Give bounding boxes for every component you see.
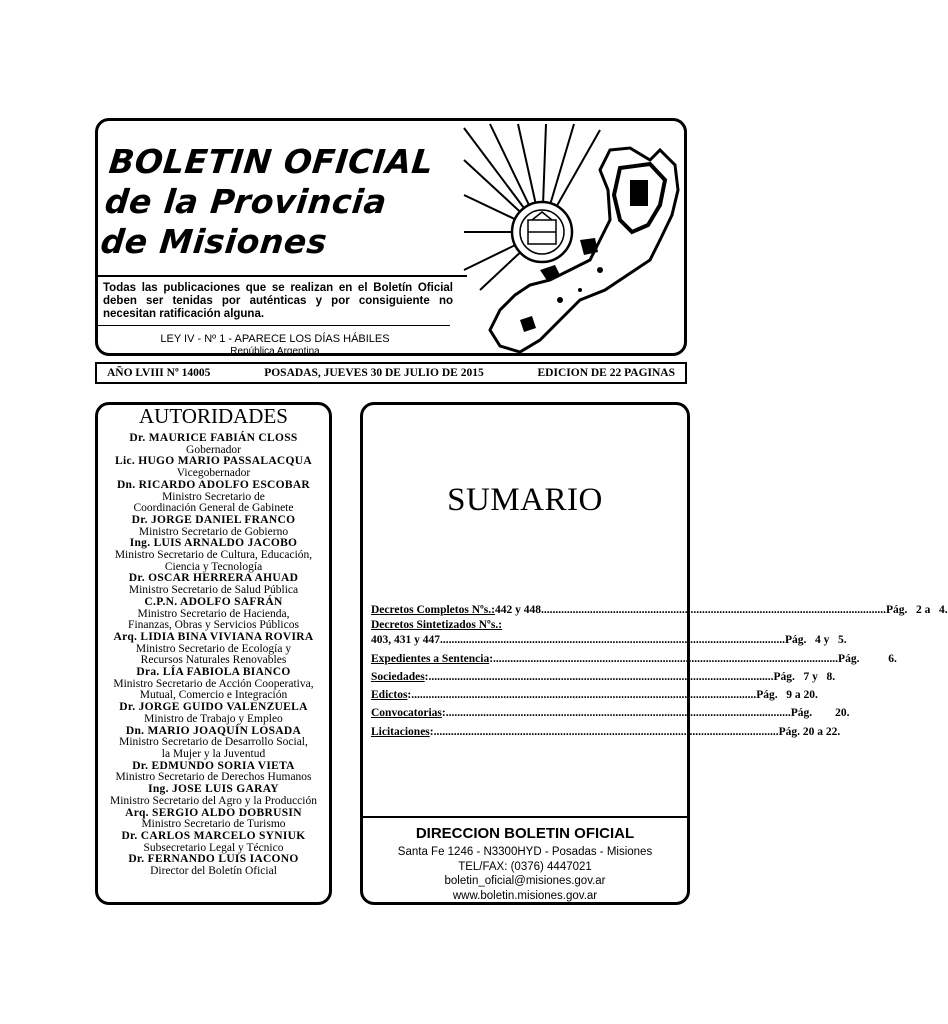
summary-row-label: Convocatorias bbox=[371, 707, 442, 720]
authority-role: Ministro Secretario de Salud Pública bbox=[128, 584, 299, 597]
summary-row-page: Pág. 2 a 4. bbox=[885, 604, 948, 616]
summary-row-detail: 442 y 448 bbox=[494, 604, 541, 616]
masthead-line-2: de la Provincia bbox=[103, 182, 389, 221]
direction-contact bbox=[360, 845, 690, 903]
authority-name: Dr. JORGE GUIDO VALENZUELA bbox=[119, 701, 308, 714]
summary-list bbox=[371, 601, 948, 741]
authority-name: Arq. SERGIO ALDO DOBRUSIN bbox=[125, 806, 302, 819]
authority-role: Ministro Secretario de Turismo bbox=[141, 818, 286, 831]
summary-row-detail: : bbox=[441, 707, 446, 720]
summary-title: SUMARIO bbox=[447, 482, 603, 518]
title-divider bbox=[95, 275, 467, 277]
direction-website[interactable]: www.boletin.misiones.gov.ar bbox=[452, 889, 598, 902]
summary-row[interactable] bbox=[371, 723, 841, 741]
summary-row-page: Pág. 7 y 8. bbox=[773, 670, 836, 683]
authority-name: Dn. RICARDO ADOLFO ESCOBAR bbox=[116, 478, 311, 491]
summary-row[interactable] bbox=[371, 601, 948, 619]
summary-row[interactable] bbox=[371, 704, 850, 722]
issue-edition: EDICION DE 22 PAGINAS bbox=[537, 367, 675, 379]
law-line: LEY IV - Nº 1 - APARECE LOS DÍAS HÁBILES bbox=[160, 333, 390, 345]
summary-row[interactable] bbox=[371, 619, 673, 631]
summary-row-page: Pág. 9 a 20. bbox=[756, 689, 818, 702]
summary-row-label: Licitaciones bbox=[371, 725, 430, 738]
leader-dots: ........................................................................................................................ bbox=[540, 604, 886, 616]
authority-role: la Mujer y la Juventud bbox=[161, 747, 266, 760]
leader-dots: ........................................................................................................................ bbox=[445, 707, 791, 720]
authority-name: Dr. EDMUNDO SORIA VIETA bbox=[132, 759, 295, 772]
authority-role: Vicegobernador bbox=[176, 467, 251, 480]
authority-name: C.P.N. ADOLFO SAFRÁN bbox=[144, 595, 283, 608]
authority-name: Dn. MARIO JOAQUÍN LOSADA bbox=[125, 724, 302, 737]
summary-row-page: Pág. 20. bbox=[790, 707, 850, 720]
authority-role: Ministro Secretario de Hacienda, bbox=[137, 607, 290, 620]
authority-role: Director del Boletín Oficial bbox=[150, 865, 277, 878]
authority-name: Dr. MAURICE FABIÁN CLOSS bbox=[129, 432, 298, 444]
issue-number: AÑO LVIII Nº 14005 bbox=[107, 367, 211, 379]
direction-email[interactable]: boletin_oficial@misiones.gov.ar bbox=[444, 875, 606, 887]
summary-row-label: Decretos Sintetizados Nºs.: bbox=[371, 619, 503, 632]
summary-row-label: Sociedades bbox=[371, 670, 425, 683]
authority-role: Ministro Secretario de Acción Cooperativa, bbox=[113, 677, 314, 690]
republic-line: República Argentina bbox=[230, 346, 320, 357]
summary-row-page: Pág. 20 a 22. bbox=[778, 725, 841, 738]
authority-name: Lic. HUGO MARIO PASSALACQUA bbox=[114, 455, 312, 468]
leader-dots: ........................................................................................................................ bbox=[411, 689, 757, 702]
summary-row-detail: : bbox=[407, 689, 412, 702]
masthead-line-3: de Misiones bbox=[98, 222, 330, 261]
authority-name: Dr. FERNANDO LUIS IACONO bbox=[128, 853, 299, 866]
summary-row[interactable] bbox=[371, 668, 836, 686]
leader-dots: ........................................................................................................................ bbox=[440, 634, 785, 647]
summary-row[interactable] bbox=[371, 650, 897, 668]
summary-row-page: Pág. 4 y 5. bbox=[785, 634, 847, 647]
authority-role: Ministro Secretario de Ecología y bbox=[135, 642, 292, 655]
direction-phone: TEL/FAX: (0376) 4447021 bbox=[458, 860, 592, 873]
summary-row-label: Decretos Completos Nºs.: bbox=[371, 604, 495, 616]
authenticity-notice: Todas las publicaciones que se realizan en el Boletín Oficial deben ser tenidas por auténticas y por consiguiente no necesitan ratificación alguna. bbox=[103, 282, 453, 320]
leader-dots: ........................................................................................................................ bbox=[493, 652, 839, 665]
authority-role: Subsecretario Legal y Técnico bbox=[143, 841, 284, 854]
authority-name: Dr. JORGE DANIEL FRANCO bbox=[131, 513, 296, 526]
authority-name: Ing. LUIS ARNALDO JACOBO bbox=[129, 537, 298, 550]
authority-name: Dr. OSCAR HERRERA AHUAD bbox=[128, 572, 299, 585]
authority-role: Gobernador bbox=[186, 443, 241, 456]
authority-role: Ministro Secretario del Agro y la Producción bbox=[110, 794, 317, 807]
authority-role: Ministro Secretario de Cultura, Educación, bbox=[114, 549, 313, 562]
direction-address: Santa Fe 1246 - N3300HYD - Posadas - Misiones bbox=[397, 846, 653, 858]
issue-place-date: POSADAS, JUEVES 30 DE JULIO DE 2015 bbox=[264, 367, 484, 379]
direction-divider bbox=[362, 816, 688, 818]
authority-name: Dr. CARLOS MARCELO SYNIUK bbox=[121, 829, 306, 842]
summary-row-detail: : bbox=[424, 670, 429, 683]
leader-dots: ........................................................................................................................ bbox=[433, 725, 779, 738]
summary-row-page: Pág. 6. bbox=[838, 652, 897, 665]
authority-role: Ministro Secretario de Derechos Humanos bbox=[115, 771, 312, 784]
summary-row[interactable] bbox=[371, 686, 818, 704]
authority-role: Finanzas, Obras y Servicios Públicos bbox=[128, 619, 299, 632]
summary-row-detail: 403, 431 y 447 bbox=[371, 634, 440, 647]
summary-row-detail: : bbox=[429, 725, 434, 738]
authority-name: Dra. LÍA FABIOLA BIANCO bbox=[136, 666, 291, 679]
authority-role: Recursos Naturales Renovables bbox=[140, 654, 287, 667]
authority-role: Ministro Secretario de bbox=[162, 490, 265, 503]
summary-row-detail: : bbox=[489, 652, 494, 665]
masthead-title bbox=[99, 142, 472, 262]
authorities-title: AUTORIDADES bbox=[139, 404, 288, 428]
authority-role: Ciencia y Tecnología bbox=[164, 560, 263, 573]
authority-role: Ministro Secretario de Gobierno bbox=[138, 525, 289, 538]
authority-role: Coordinación General de Gabinete bbox=[133, 502, 294, 515]
authority-name: Ing. JOSE LUIS GARAY bbox=[148, 783, 279, 796]
authority-role: Ministro de Trabajo y Empleo bbox=[144, 712, 283, 725]
leader-dots: ........................................................................................................................ bbox=[428, 670, 774, 683]
authority-name: Arq. LIDIA BINA VIVIANA ROVIRA bbox=[113, 630, 314, 643]
authority-role: Mutual, Comercio e Integración bbox=[139, 689, 288, 702]
issue-info-strip bbox=[95, 362, 687, 384]
direction-title: DIRECCION BOLETIN OFICIAL bbox=[415, 825, 635, 842]
coat-of-arms-icon bbox=[460, 120, 688, 356]
authorities-list bbox=[95, 433, 332, 878]
authority-role: Ministro Secretario de Desarrollo Social, bbox=[119, 736, 308, 749]
notice-divider bbox=[98, 325, 450, 326]
masthead-line-1: BOLETIN OFICIAL bbox=[107, 142, 436, 181]
summary-row-label: Edictos bbox=[371, 689, 408, 702]
summary-row-label: Expedientes a Sentencia bbox=[371, 652, 490, 665]
summary-row[interactable] bbox=[371, 631, 847, 649]
